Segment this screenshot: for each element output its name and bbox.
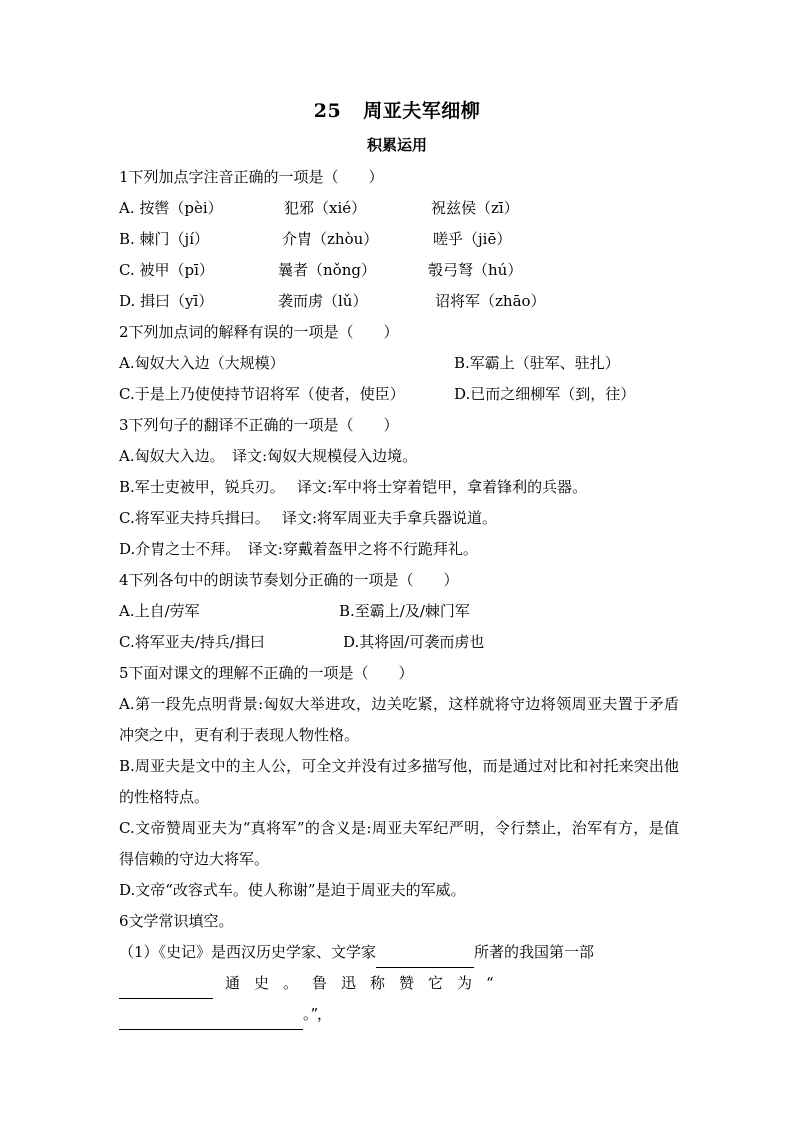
q6-part3-end: 。” (303, 1005, 319, 1023)
q6-part2-text: 通史。鲁迅称赞它为“ (225, 974, 508, 992)
q6-part1-text-end: 所著的我国第一部 (474, 943, 595, 961)
q2-options-ab (119, 348, 679, 379)
q5-stem: 5下面对课文的理解不正确的一项是（ ） (119, 664, 414, 682)
q2-options-cd (119, 379, 679, 410)
q1-c-item2: 曩者（nǒng） (278, 261, 376, 279)
q6-line2 (119, 968, 679, 1023)
q1-option-b (119, 224, 679, 255)
q6-line1 (119, 937, 679, 968)
praise-blank-2[interactable] (119, 1009, 303, 1030)
questions (119, 162, 679, 1030)
q1-d-item1: D. 揖曰（yī） (119, 292, 214, 310)
q1-c-item1: C. 被甲（pī） (119, 261, 214, 279)
q1-stem: 1下列加点字注音正确的一项是（ ） (119, 168, 384, 186)
q4-option-d: D.其将固/可袭而虏也 (343, 633, 485, 651)
q1-c-item3: 彀弓弩（hú） (428, 261, 523, 279)
lesson-title-text: 周亚夫军细柳 (363, 100, 481, 122)
q1-option-c (119, 255, 679, 286)
q4-options-cd (119, 627, 679, 658)
q1-option-a (119, 193, 679, 224)
q2-option-a: A.匈奴大入边（大规模） (119, 354, 285, 372)
q1-a-item2: 犯邪（xié） (284, 199, 367, 217)
q2-option-c: C.于是上乃使使持节诏将军（使者，使臣） (119, 385, 405, 403)
q3-option-d: D.介胄之士不拜。 译文:穿戴着盔甲之将不行跪拜礼。 (119, 540, 478, 558)
genre-blank[interactable] (119, 978, 213, 999)
q1-option-d (119, 286, 679, 317)
q4-option-a: A.上自/劳军 (119, 602, 200, 620)
q2-option-d: D.已而之细柳军（到，往） (454, 385, 636, 403)
q3-option-b: B.军士吏被甲，锐兵刃。 译文:军中将士穿着铠甲，拿着锋利的兵器。 (119, 478, 588, 496)
q3-option-a: A.匈奴大入边。 译文:匈奴大规模侵入边境。 (119, 447, 418, 465)
q4-stem: 4下列各句中的朗读节奏划分正确的一项是（ ） (119, 571, 459, 589)
q1-a-item3: 祝兹侯（zī） (431, 199, 519, 217)
q1-b-item1: B. 棘门（jí） (119, 230, 210, 248)
lesson-number: 25 (313, 100, 342, 122)
lesson-title (0, 96, 794, 123)
q6-part1-text: （1）《史记》是西汉历史学家、文学家 (119, 943, 377, 961)
q5-option-b: B.周亚夫是文中的主人公，可全文并没有过多描写他，而是通过对比和衬托来突出他的性格特点。 (119, 757, 679, 806)
q2-option-b: B.军霸上（驻军、驻扎） (454, 354, 620, 372)
q3-stem: 3下列句子的翻译不正确的一项是（ ） (119, 416, 399, 434)
q5-option-c: C.文帝赞周亚夫为“真将军”的含义是:周亚夫军纪严明，令行禁止，治军有方，是值得信赖的守边大将军。 (119, 819, 679, 868)
q4-options-ab (119, 596, 679, 627)
q4-option-c: C.将军亚夫/持兵/揖曰 (119, 633, 265, 651)
q5-option-a: A.第一段先点明背景:匈奴大举进攻，边关吃紧，这样就将守边将领周亚夫置于矛盾冲突之中，更有利于表现人物性格。 (119, 695, 679, 744)
q1-b-item3: 嗟乎（jiē） (433, 230, 512, 248)
q5-option-d: D.文帝“改容式车。使人称谢”是迫于周亚夫的军威。 (119, 881, 466, 899)
q1-d-item2: 袭而虏（lǔ） (278, 292, 368, 310)
q1-b-item2: 介胄（zhòu） (282, 230, 379, 248)
q4-option-b: B.至霸上/及/棘门军 (339, 602, 470, 620)
q6-stem: 6文学常识填空。 (119, 912, 234, 930)
q2-stem: 2下列加点词的解释有误的一项是（ ） (119, 323, 399, 341)
q6-part2-comma: ， (317, 1005, 333, 1023)
q1-d-item3: 诏将军（zhāo） (435, 292, 546, 310)
q1-a-item1: A. 按辔（pèi） (119, 199, 223, 217)
q3-option-c: C.将军亚夫持兵揖曰。 译文:将军周亚夫手拿兵器说道。 (119, 509, 498, 527)
section-heading: 积累运用 (366, 136, 427, 154)
q6-line3 (119, 999, 679, 1030)
author-blank[interactable] (376, 947, 474, 968)
